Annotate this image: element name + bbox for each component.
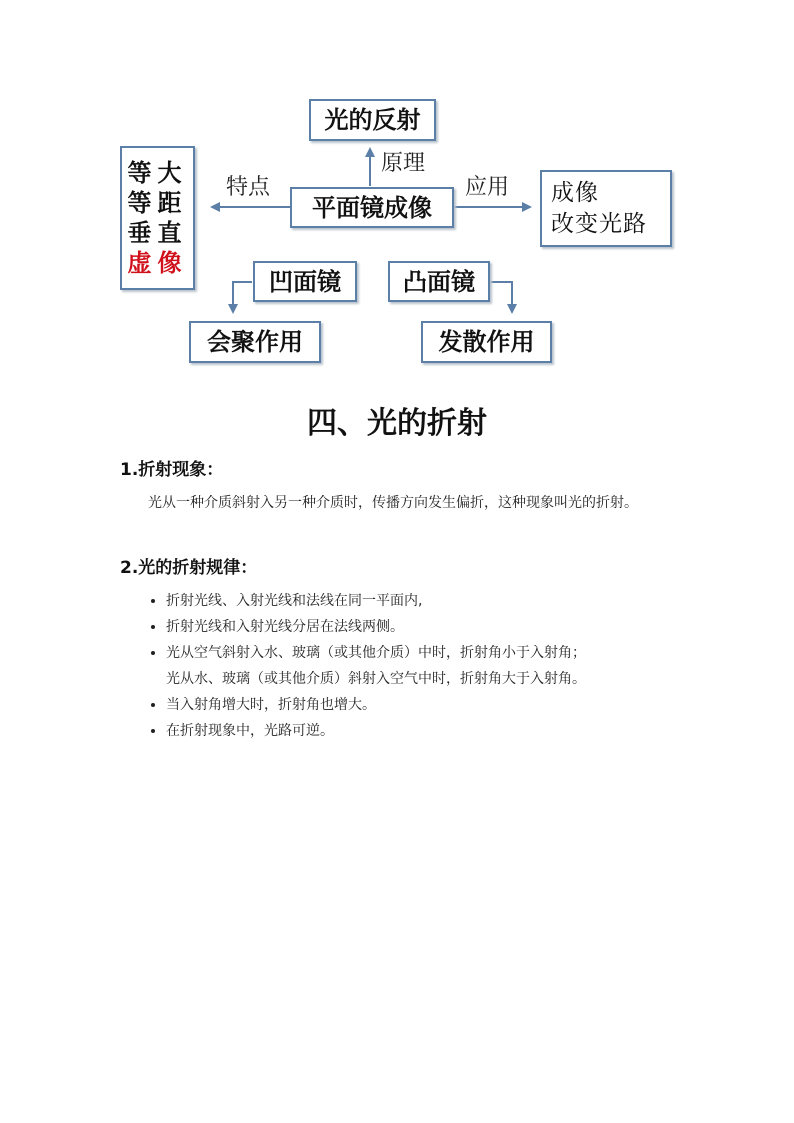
application-label: 应用	[465, 175, 510, 200]
converge-box	[189, 321, 321, 363]
principle-label: 原理	[381, 151, 426, 176]
section-title: 四、光的折射	[307, 406, 487, 441]
reflection-box	[309, 99, 436, 141]
law-item: • 折射光线、入射光线和法线在同一平面内,	[166, 588, 726, 614]
law-item: • 折射光线和入射光线分居在法线两侧。	[166, 614, 726, 640]
arrow-concave-to-converge	[233, 282, 252, 312]
converge-label: 会聚作用	[207, 327, 303, 356]
applications-box	[540, 170, 672, 247]
arrow-convex-to-diverge	[488, 282, 512, 312]
law-list	[148, 588, 726, 744]
convex-mirror-box	[388, 261, 490, 302]
plane-mirror-box	[290, 187, 454, 228]
application-item: 成像	[551, 179, 599, 206]
diverge-box	[421, 321, 552, 363]
law-item: • 光从空气斜射入水、玻璃（或其他介质）中时，折射角小于入射角； 光从水、玻璃（或其他介质）斜射入空气中时，折射角大于入射角。	[166, 640, 726, 692]
plane-mirror-label: 平面镜成像	[312, 192, 432, 222]
concave-mirror-box	[253, 261, 357, 302]
feature-item-virtual-image: 虚像	[127, 248, 188, 277]
concave-mirror-label: 凹面镜	[269, 266, 341, 296]
law-item: • 在折射现象中，光路可逆。	[166, 718, 726, 744]
feature-label: 特点	[226, 175, 271, 200]
feature-item: 等距	[127, 188, 188, 217]
phenomenon-heading: 1.折射现象：	[120, 460, 224, 480]
law-heading: 2.光的折射规律：	[120, 558, 258, 578]
convex-mirror-label: 凸面镜	[403, 266, 475, 296]
reflection-label: 光的反射	[324, 105, 421, 134]
features-box	[120, 146, 195, 290]
diverge-label: 发散作用	[438, 327, 535, 356]
phenomenon-text: 光从一种介质斜射入另一种介质时，传播方向发生偏折，这种现象叫光的折射。	[148, 495, 638, 511]
law-item: • 当入射角增大时，折射角也增大。	[166, 692, 726, 718]
application-item: 改变光路	[551, 210, 647, 237]
feature-item: 等大	[127, 158, 188, 187]
feature-item: 垂直	[127, 218, 188, 247]
